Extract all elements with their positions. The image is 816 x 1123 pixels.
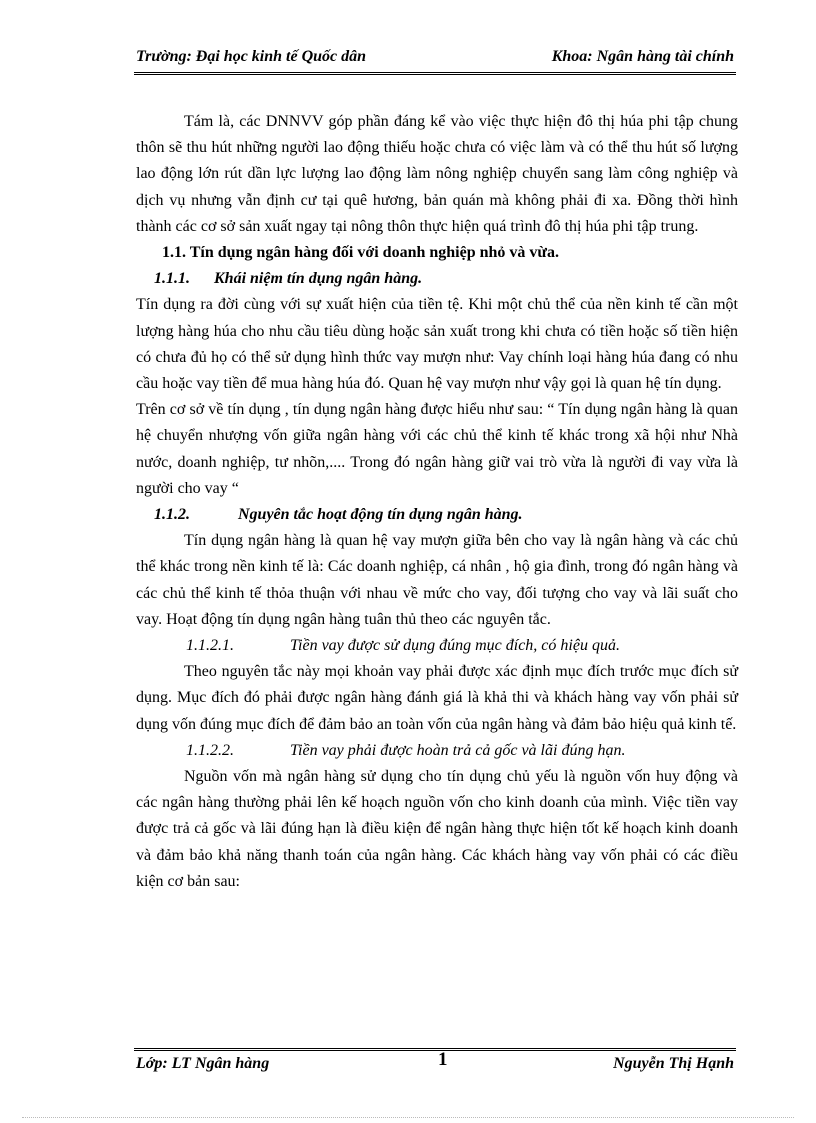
heading-number: 1.1.2.1. bbox=[186, 637, 234, 655]
subsection-heading bbox=[136, 502, 738, 528]
heading-title: Tiền vay được sử dụng đúng mục đích, có hiệu quả. bbox=[290, 637, 620, 655]
section-heading: 1.1. Tín dụng ngân hàng đối với doanh nghiệp nhỏ và vừa. bbox=[162, 244, 559, 262]
heading-title: Tiền vay phải được hoàn trả cả gốc và lãi đúng hạn. bbox=[290, 741, 626, 759]
paragraph: Theo nguyên tắc này mọi khoản vay phải được xác định mục đích trước mục đích sử dụng. Mục đích đó phải được ngân hàng đánh giá là khả thi và khách hàng vay vốn phải sử dụng vốn đúng mục đích để đảm bảo an toàn vốn của ngân hàng và đảm bảo hiệu quả kinh tế. bbox=[136, 663, 738, 733]
paragraph: Tín dụng ra đời cùng với sự xuất hiện của tiền tệ. Khi một chủ thể của nền kinh tế cần một lượng hàng húa cho nhu cầu tiêu dùng hoặc sản xuất trong khi chưa có tiền hoặc số tiền hiện có chưa đủ họ có thể sử dụng hình thức vay mượn như: Vay chính loại hàng húa đang có nhu cầu hoặc vay tiền để mua hàng húa đó. Quan hệ vay mượn như vậy gọi là quan hệ tín dụng. bbox=[136, 296, 738, 393]
heading-number: 1.1.2.2. bbox=[186, 741, 234, 759]
header-school: Trường: Đại học kinh tế Quốc dân bbox=[136, 48, 367, 65]
heading-number: 1.1.2. bbox=[154, 506, 190, 524]
heading-title: Khái niệm tín dụng ngân hàng. bbox=[214, 270, 423, 288]
page-edge-dotted-line bbox=[22, 1117, 794, 1118]
paragraph: Tín dụng ngân hàng là quan hệ vay mượn giữa bên cho vay là ngân hàng và các chủ thể khác trong nền kinh tế là: Các doanh nghiệp, cá nhân , hộ gia đình, trong đó ngân hàng và các chủ thể kinh tế thỏa thuận với nhau về mức cho vay, đối tượng cho vay và lãi suất cho vay. Hoạt động tín dụng ngân hàng tuân thủ theo các nguyên tắc. bbox=[136, 532, 738, 628]
page-footer bbox=[136, 1055, 734, 1079]
paragraph: Nguồn vốn mà ngân hàng sử dụng cho tín dụng chủ yếu là nguồn vốn huy động và các ngân hàng thường phải lên kế hoạch nguồn vốn cho kinh doanh của mình. Việc tiền vay được trả cả gốc và lãi đúng hạn là điều kiện để ngân hàng thực hiện tốt kế hoạch kinh doanh và đảm bảo khả năng thanh toán của ngân hàng. Các khách hàng vay vốn phải có các điều kiện cơ bản sau: bbox=[136, 768, 738, 890]
subsubsection-heading bbox=[136, 738, 738, 764]
subsubsection-heading bbox=[136, 633, 738, 659]
paragraph: Tám là, các DNNVV góp phần đáng kể vào việc thực hiện đô thị húa phi tập chung thôn sẽ thu hút những người lao động thiếu hoặc chưa có việc làm và có thể thu hút số lượng lao động lớn rút dần lực lượng lao động làm nông nghiệp chuyển sang làm công nghiệp và dịch vụ nhưng vẫn định cư tại quê hương, bản quán mà không phải đi xa. Đồng thời hình thành các cơ sở sản xuất ngay tại nông thôn thực hiện quá trình đô thị húa phi tập trung. bbox=[136, 113, 738, 235]
header-faculty: Khoa: Ngân hàng tài chính bbox=[551, 48, 734, 65]
document-body bbox=[136, 109, 738, 895]
heading-title: Nguyên tắc hoạt động tín dụng ngân hàng. bbox=[238, 506, 523, 524]
header-rule bbox=[134, 72, 736, 75]
heading-number: 1.1.1. bbox=[154, 270, 190, 288]
footer-rule bbox=[134, 1048, 736, 1051]
page-number: 1 bbox=[438, 1049, 448, 1070]
subsection-heading bbox=[136, 266, 738, 292]
paragraph: Trên cơ sở về tín dụng , tín dụng ngân hàng được hiểu như sau: “ Tín dụng ngân hàng là quan hệ chuyển nhượng vốn giữa ngân hàng với các chủ thể kinh tế khác trong xã hội như Nhà nước, doanh nghiệp, tư nhõn,.... Trong đó ngân hàng giữ vai trò vừa là người đi vay vừa là người cho vay “ bbox=[136, 401, 738, 497]
footer-class: Lớp: LT Ngân hàng bbox=[136, 1055, 270, 1072]
footer-author: Nguyễn Thị Hạnh bbox=[613, 1055, 734, 1072]
page-header bbox=[136, 48, 734, 72]
